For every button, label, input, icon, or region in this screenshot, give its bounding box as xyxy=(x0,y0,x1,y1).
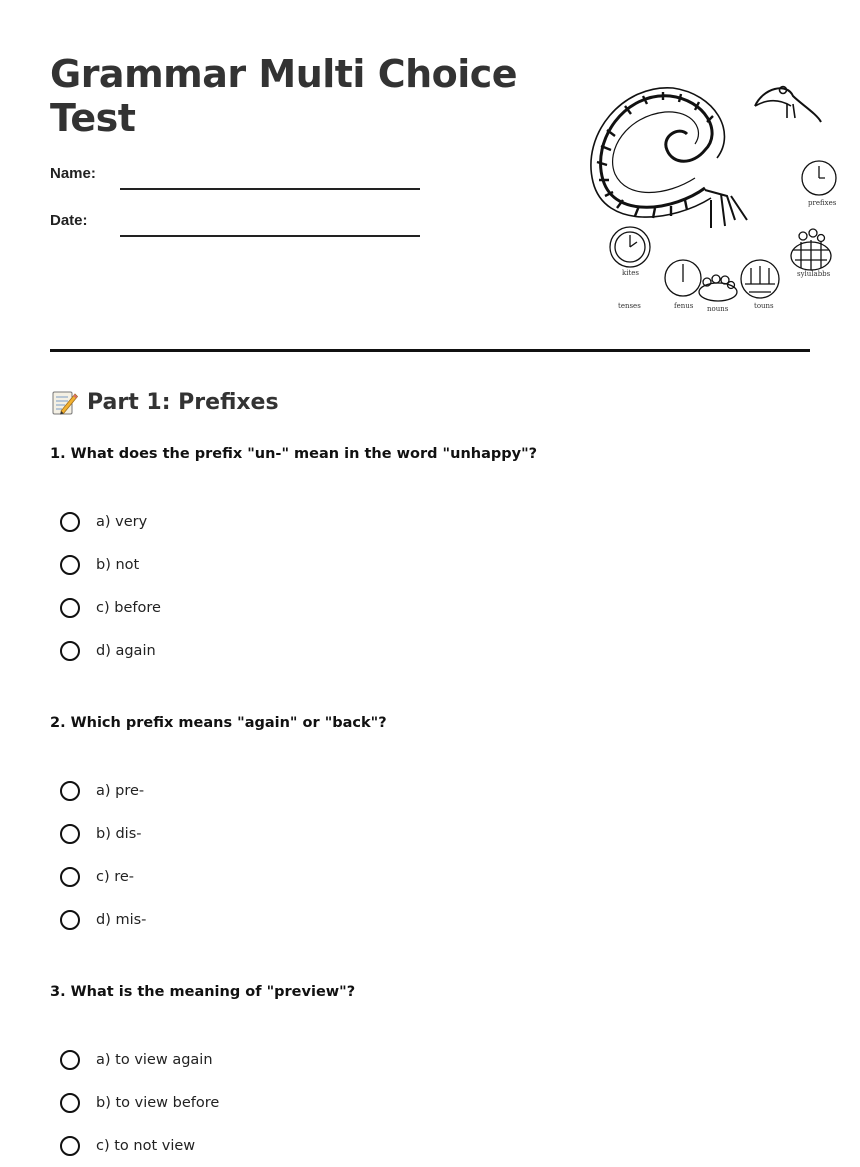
illustration-label-fenus: fenus xyxy=(674,302,694,310)
clock-icon-fenus xyxy=(665,260,701,296)
date-field[interactable] xyxy=(50,207,420,237)
answer-option-1b[interactable] xyxy=(60,543,161,586)
name-field[interactable] xyxy=(50,160,420,190)
worksheet-header xyxy=(50,0,837,352)
radio-button[interactable] xyxy=(60,867,80,887)
basket-icon-nouns xyxy=(699,275,737,301)
radio-button[interactable] xyxy=(60,910,80,930)
question-3 xyxy=(50,982,810,1154)
curled-creature-drawing xyxy=(591,87,821,229)
option-label: a) pre- xyxy=(96,782,145,799)
option-label: a) to view again xyxy=(96,1051,213,1068)
page-title: Grammar Multi Choice Test xyxy=(50,52,518,140)
section-title-text: Part 1: Prefixes xyxy=(87,389,279,415)
option-label: b) not xyxy=(96,556,140,573)
option-label: d) mis- xyxy=(96,911,147,928)
answer-option-3b[interactable] xyxy=(60,1081,219,1124)
answer-option-1d[interactable] xyxy=(60,629,161,672)
radio-button[interactable] xyxy=(60,1093,80,1113)
question-3-text: 3. What is the meaning of "preview"? xyxy=(50,984,356,1000)
answer-option-3a[interactable] xyxy=(60,1038,219,1081)
question-2 xyxy=(50,713,810,928)
illustration-label-touns: touns xyxy=(754,302,774,310)
answer-option-2c[interactable] xyxy=(60,855,146,898)
illustration-label-tenses: tenses xyxy=(618,302,641,310)
option-label: b) to view before xyxy=(96,1094,220,1111)
answer-option-1c[interactable] xyxy=(60,586,161,629)
illustration-label-sylulabbs: sylulabbs xyxy=(797,270,831,278)
radio-button[interactable] xyxy=(60,781,80,801)
illustration-label-prefixes: prefixes xyxy=(808,199,837,207)
clock-icon-kites xyxy=(610,227,650,267)
date-label: Date: xyxy=(50,212,88,229)
date-line[interactable] xyxy=(120,235,420,237)
answer-option-3c[interactable] xyxy=(60,1124,219,1167)
radio-button[interactable] xyxy=(60,555,80,575)
answer-option-2d[interactable] xyxy=(60,898,146,941)
radio-button[interactable] xyxy=(60,641,80,661)
radio-button[interactable] xyxy=(60,1050,80,1070)
header-divider xyxy=(50,349,810,352)
radio-button[interactable] xyxy=(60,598,80,618)
section-title-part-1 xyxy=(50,388,279,416)
radio-button[interactable] xyxy=(60,512,80,532)
radio-button[interactable] xyxy=(60,1136,80,1156)
name-line[interactable] xyxy=(120,188,420,190)
option-label: c) before xyxy=(96,599,161,616)
option-label: b) dis- xyxy=(96,825,142,842)
question-2-text: 2. Which prefix means "again" or "back"? xyxy=(50,715,387,731)
option-label: c) to not view xyxy=(96,1137,196,1154)
memo-pencil-icon xyxy=(50,388,78,416)
answer-option-2a[interactable] xyxy=(60,769,146,812)
worksheet-page xyxy=(50,0,837,1154)
option-label: c) re- xyxy=(96,868,135,885)
answer-option-1a[interactable] xyxy=(60,500,161,543)
illustration-label-kites: kites xyxy=(622,269,640,277)
question-1-options xyxy=(60,500,161,672)
answer-option-2b[interactable] xyxy=(60,812,146,855)
option-label: a) very xyxy=(96,513,148,530)
basket-icon-touns xyxy=(741,260,779,298)
name-label: Name: xyxy=(50,165,96,182)
question-1-text: 1. What does the prefix "un-" mean in the word "unhappy"? xyxy=(50,446,538,462)
question-2-options xyxy=(60,769,146,941)
basket-icon-sylulabbs xyxy=(791,229,831,270)
question-1 xyxy=(50,444,810,659)
illustration-label-nouns: nouns xyxy=(707,305,729,313)
radio-button[interactable] xyxy=(60,824,80,844)
option-label: d) again xyxy=(96,642,156,659)
question-3-options xyxy=(60,1038,219,1167)
clock-icon-prefixes xyxy=(802,161,836,195)
grammar-illustration xyxy=(555,70,837,320)
